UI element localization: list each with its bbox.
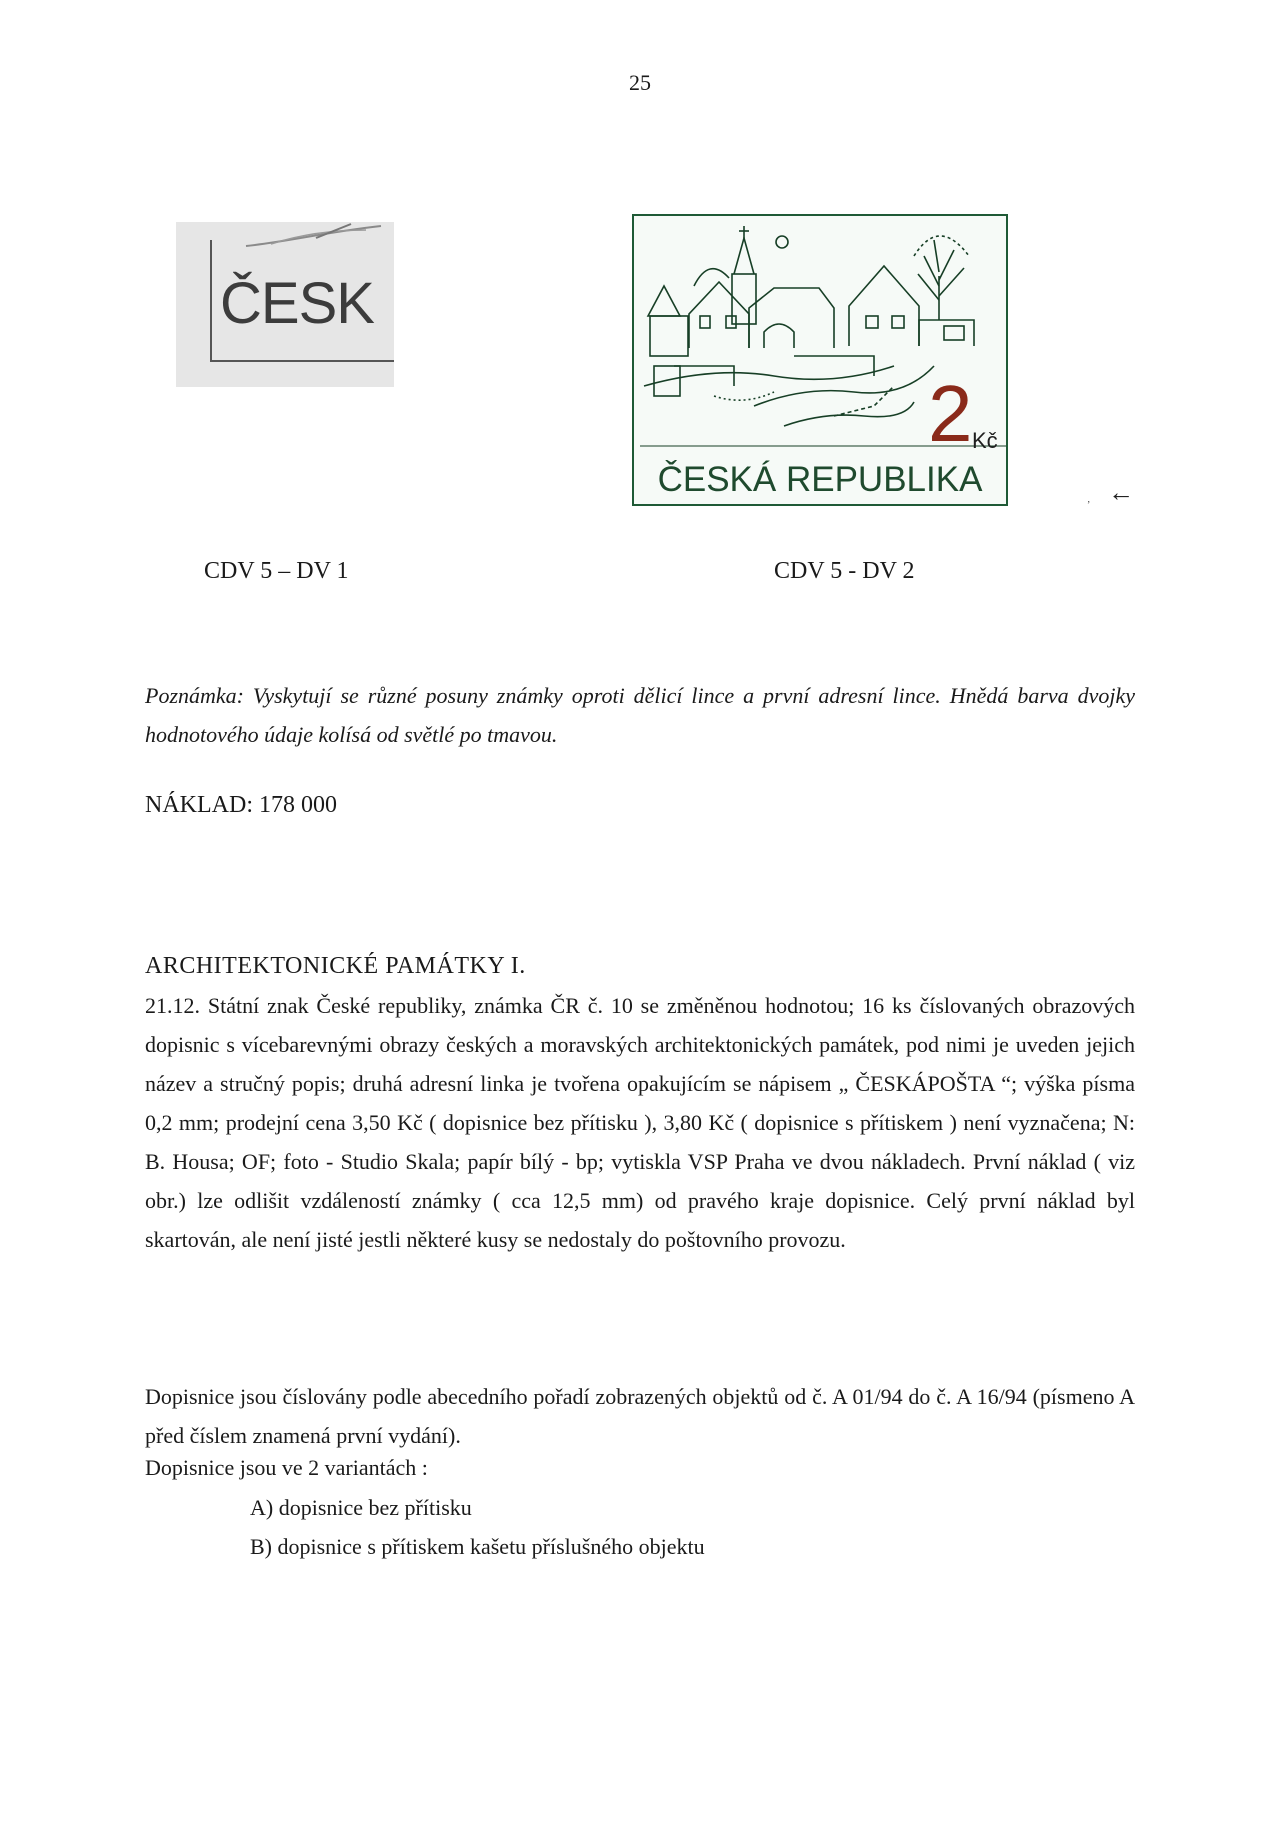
page-number: 25 xyxy=(629,70,651,95)
variants-intro: Dopisnice jsou ve 2 variantách : xyxy=(145,1455,428,1480)
small-mark: ‚ xyxy=(1087,494,1091,505)
section-heading: ARCHITEKTONICKÉ PAMÁTKY I. xyxy=(145,953,526,979)
variant-item: B) dopisnice s přítiskem kašetu příslušného objektu xyxy=(250,1534,705,1559)
postage-stamp xyxy=(632,214,1008,506)
section-paragraph-2: Dopisnice jsou číslovány podle abecedního pořadí zobrazených objektů od č. A 01/94 do č. A 16/94 (písmeno A před číslem znamená první vydání). xyxy=(145,1384,1135,1448)
stamp-country-name: ČESKÁ REPUBLIKA xyxy=(657,460,983,499)
note-paragraph: Poznámka: Vyskytují se různé posuny známky oproti dělicí lince a první adresní lince. Hnědá barva dvojky hodnotového údaje kolísá od světlé po tmavou. xyxy=(145,683,1135,747)
stamp-value: 2 xyxy=(928,369,973,458)
stamp-currency: Kč xyxy=(972,428,998,453)
stamp-fragment-image xyxy=(176,222,394,387)
section-paragraph-1: 21.12. Státní znak České republiky, známka ČR č. 10 se změněnou hodnotou; 16 ks číslovaných obrazových dopisnic s vícebarevnými obrazy českých a moravských architektonických památek, pod nimi je uveden jejich název a stručný popis; druhá adresní linka je tvořena opakujícím se nápisem „ ČESKÁPOŠTA “; výška písma 0,2 mm; prodejní cena 3,50 Kč ( dopisnice bez přítisku ), 3,80 Kč ( dopisnice s přítiskem ) není vyznačena; N: B. Housa; OF; foto - Studio Skala; papír bílý - bp; vytiskla VSP Praha ve dvou nákladech. První náklad ( viz obr.) lze odlišit vzdáleností známky ( cca 12,5 mm) od pravého kraje dopisnice. Celý první náklad byl skartován, ale není jisté jestli některé kusy se nedostaly do poštovního provozu. xyxy=(145,993,1135,1252)
left-arrow-icon: ← xyxy=(1108,478,1134,507)
caption-left: CDV 5 – DV 1 xyxy=(204,558,349,584)
caption-right: CDV 5 - DV 2 xyxy=(774,558,915,584)
variant-item: A) dopisnice bez přítisku xyxy=(250,1495,472,1520)
print-run: NÁKLAD: 178 000 xyxy=(145,792,337,818)
stamp-fragment-text: ČESK xyxy=(220,271,374,336)
